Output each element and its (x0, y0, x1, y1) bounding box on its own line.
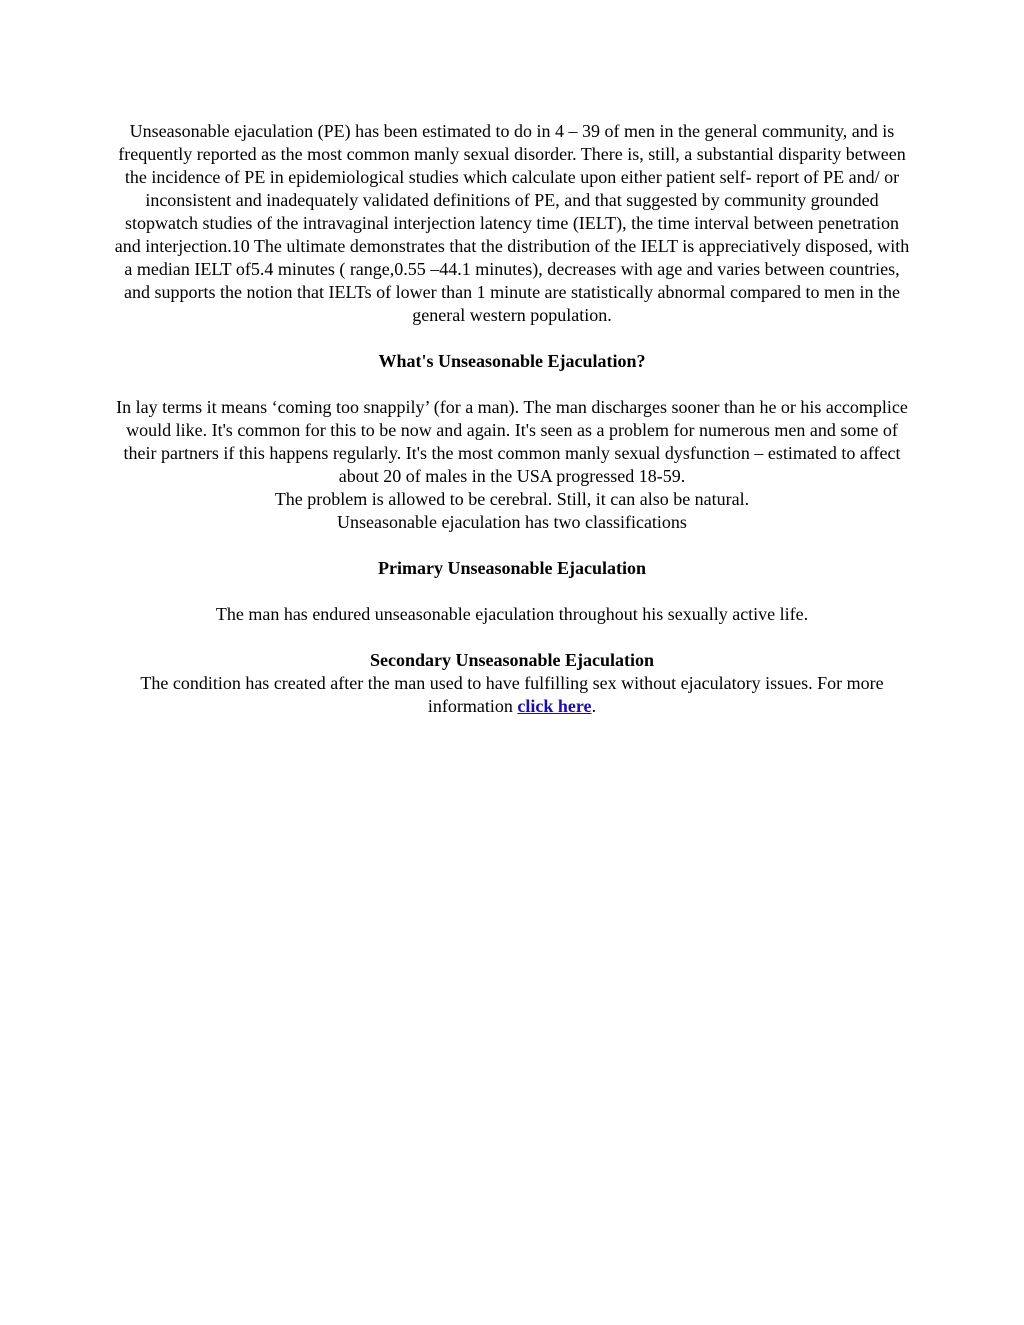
spacer (112, 580, 912, 603)
secondary-paragraph (112, 672, 912, 718)
spacer (112, 534, 912, 557)
secondary-paragraph-end: . (591, 696, 597, 716)
secondary-paragraph-text: The condition has created after the man used to have fulfilling sex without ejaculatory issues. For more information (140, 673, 884, 716)
section-heading-primary: Primary Unseasonable Ejaculation (378, 558, 646, 578)
spacer (112, 327, 912, 350)
spacer (112, 626, 912, 649)
definition-paragraph: In lay terms it means ‘coming too snappily’ (for a man). The man discharges sooner than he or his accomplice would like. It's common for this to be now and again. It's seen as a problem for numerous men and some of their partners if this happens regularly. It's the most common manly sexual dysfunction – estimated to affect about 20 of males in the USA progressed 18-59. (116, 397, 908, 486)
section-heading-secondary: Secondary Unseasonable Ejaculation (369, 650, 655, 670)
section-heading-what-is: What's Unseasonable Ejaculation? (378, 351, 646, 371)
primary-paragraph: The man has endured unseasonable ejaculation throughout his sexually active life. (215, 604, 809, 624)
spacer (112, 373, 912, 396)
intro-paragraph: Unseasonable ejaculation (PE) has been estimated to do in 4 – 39 of men in the general community, and is frequently reported as the most common manly sexual disorder. There is, still, a substantial disparity between the incidence of PE in epidemiological studies which calculate upon either patient self- report of PE and/ or inconsistent and inadequately validated definitions of PE, and that suggested by community grounded stopwatch studies of the intravaginal interjection latency time (IELT), the time interval between penetration and interjection.10 The ultimate demonstrates that the distribution of the IELT is appreciatively disposed, with a median IELT of5.4 minutes ( range,0.55 –44.1 minutes), decreases with age and varies between countries, and supports the notion that IELTs of lower than 1 minute are statistically abnormal compared to men in the general western population. (114, 121, 910, 325)
document-page (112, 120, 912, 718)
cause-line: The problem is allowed to be cerebral. Still, it can also be natural. (274, 489, 750, 509)
classification-line: Unseasonable ejaculation has two classifications (337, 512, 687, 532)
click-here-link[interactable]: click here (517, 696, 592, 716)
